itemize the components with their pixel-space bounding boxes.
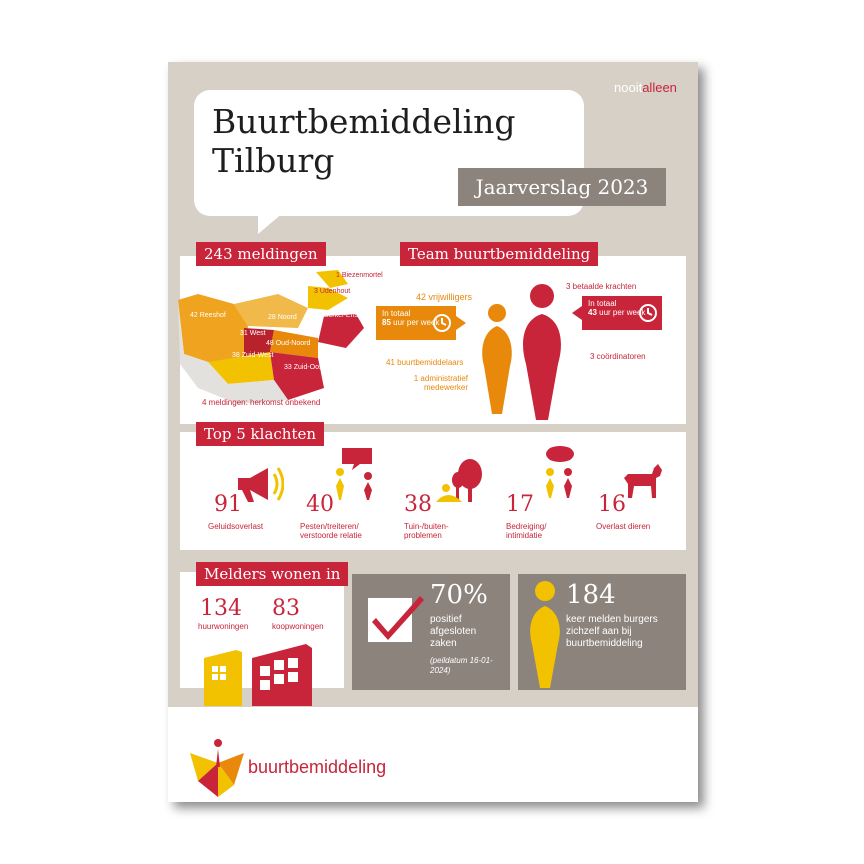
complaint-label-4: Bedreiging/ intimidatie <box>506 522 547 540</box>
volunteer-hours-box <box>376 306 456 340</box>
coordinators-count: 3 coördinatoren <box>590 352 646 361</box>
argue-icon <box>330 448 380 500</box>
clock-icon <box>432 313 452 333</box>
rent-value: 134 <box>200 596 242 621</box>
map-label-west: 31 West <box>240 330 266 337</box>
klachten-heading: Top 5 klachten <box>196 422 324 446</box>
annual-report-poster <box>168 62 698 802</box>
map-label-berkel-enschot: 15 Berkel-Enschot <box>314 312 372 319</box>
meldingen-heading: 243 meldingen <box>196 242 326 266</box>
footer <box>168 707 698 802</box>
complaint-label-5: Overlast dieren <box>596 522 651 531</box>
map-label-biezenmortel: 1 Biezenmortel <box>336 272 383 279</box>
paid-hours-suffix: uur per week <box>599 308 646 317</box>
clock-icon <box>638 303 658 323</box>
mediators-count: 41 buurtbemiddelaars <box>386 358 464 367</box>
paid-staff-count: 3 betaalde krachten <box>566 282 637 291</box>
logo-part-2: alleen <box>642 80 677 95</box>
team-heading: Team buurtbemiddeling <box>400 242 598 266</box>
complaint-label-1: Geluidsoverlast <box>208 522 264 531</box>
complaint-value-3: 38 <box>404 492 432 517</box>
melders-heading: Melders wonen in <box>196 562 348 586</box>
nooit-alleen-logo <box>614 80 677 95</box>
logo-part-1: nooit <box>614 80 643 95</box>
buurtbemiddeling-logo-icon <box>188 733 246 797</box>
positief-label: positief afgesloten zaken <box>430 614 477 649</box>
vol-hours-prefix: In totaal <box>382 309 411 318</box>
person-icon <box>528 580 562 688</box>
footer-logo-text: buurtbemiddeling <box>248 757 387 777</box>
map-label-udenhout: 3 Udenhout <box>314 288 351 295</box>
map-berkel-enschot <box>318 314 364 348</box>
paid-hours-value: 43 <box>588 308 597 317</box>
report-year-label: Jaarverslag 2023 <box>458 168 666 206</box>
dog-icon <box>624 462 664 498</box>
vol-hours-suffix: uur per week <box>393 318 440 327</box>
title-line-2: Tilburg <box>212 141 335 180</box>
complaint-value-5: 16 <box>598 492 626 517</box>
houses-icon <box>202 644 314 706</box>
map-label-noord: 28 Noord <box>268 314 297 321</box>
self-report-value: 184 <box>566 580 616 610</box>
paid-hours-prefix: In totaal <box>588 299 617 308</box>
complaint-label-2: Pesten/treiteren/ verstoorde relatie <box>300 522 362 540</box>
vol-hours-value: 85 <box>382 318 391 327</box>
positief-note: (peildatum 16-01-2024) <box>430 656 493 675</box>
own-value: 83 <box>272 596 300 621</box>
complaint-value-1: 91 <box>214 492 242 517</box>
self-report-label: keer melden burgers zichzelf aan bij buurtbemiddeling <box>566 614 658 649</box>
paid-hours-box <box>582 296 662 330</box>
unknown-origin-note: 4 meldingen: herkomst onbekend <box>202 398 321 407</box>
map-label-zuid-west: 38 Zuid-West <box>232 352 274 359</box>
volunteers-count: 42 vrijwilligers <box>416 292 473 302</box>
map-label-reeshof: 42 Reeshof <box>190 312 226 319</box>
tree-icon <box>436 458 490 502</box>
complaint-value-4: 17 <box>506 492 534 517</box>
threat-icon <box>540 446 580 498</box>
map-label-zuid-oost: 33 Zuid-Oost <box>284 364 325 371</box>
positief-value: 70% <box>430 580 488 610</box>
complaint-label-3: Tuin-/buiten- problemen <box>404 522 449 540</box>
admin-label: 1 administratief medewerker <box>413 374 468 392</box>
complaint-value-2: 40 <box>306 492 334 517</box>
map-label-oud-noord: 48 Oud-Noord <box>266 340 311 347</box>
rent-label: huurwoningen <box>198 622 249 631</box>
title-line-1: Buurtbemiddeling <box>212 102 516 141</box>
bubble-tail <box>258 212 284 234</box>
vol-box-arrow <box>456 316 466 330</box>
paid-box-arrow <box>572 306 582 320</box>
checkbox-icon <box>366 590 426 648</box>
volunteer-person-icon <box>480 304 514 414</box>
admin-count <box>408 374 468 392</box>
own-label: koopwoningen <box>272 622 324 631</box>
staff-person-icon <box>520 284 564 420</box>
